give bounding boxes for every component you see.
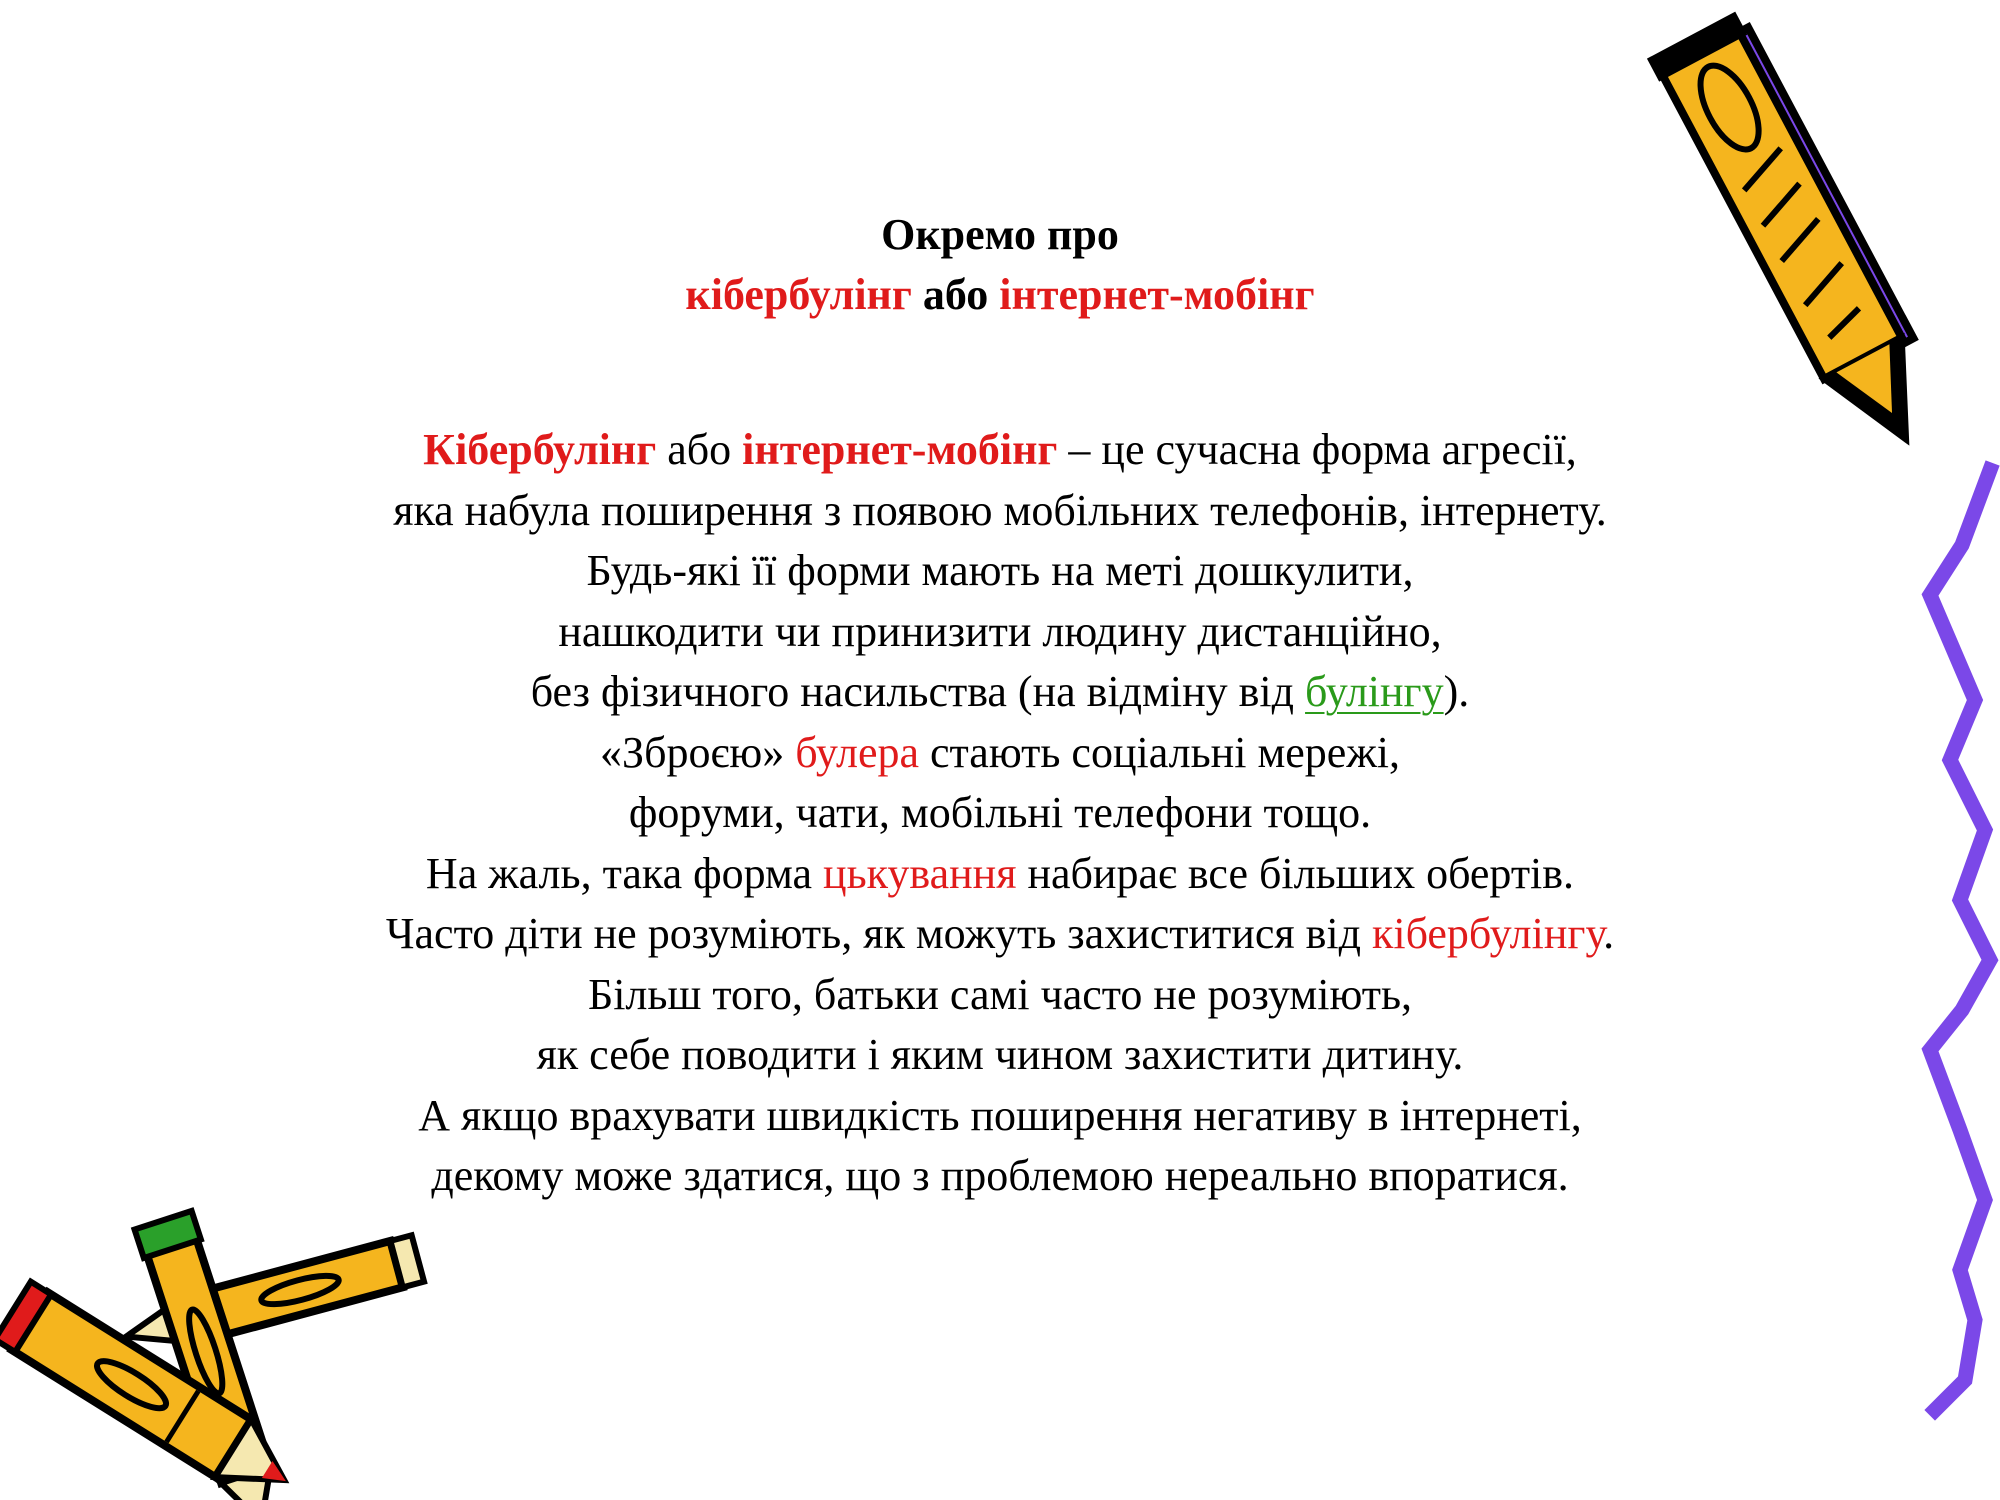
term-cyberbullying: Кібербулінг [423, 425, 657, 474]
body-text: стають соціальні мережі, [919, 727, 1400, 777]
body-line-8 [0, 844, 2000, 905]
title-line-1: Окремо про [881, 210, 1119, 259]
body-line-10: Більш того, батьки самі часто не розуміють, [587, 969, 1413, 1019]
body-line-2: яка набула поширення з появою мобільних телефонів, інтернету. [393, 485, 1607, 535]
body-text: Часто діти не розуміють, як можуть захиститися від [385, 909, 1372, 958]
body-line-9 [0, 904, 2000, 965]
body-line-1 [0, 420, 2000, 481]
title-term-internet-mobbing: інтернет-мобінг [999, 270, 1315, 319]
slide-title [0, 205, 2000, 325]
body-line-5 [0, 662, 2000, 723]
body-text: «Зброєю» [600, 727, 796, 777]
bullying-link[interactable]: булінгу [1305, 667, 1444, 716]
body-line-6 [0, 723, 2000, 784]
body-text: ). [1443, 667, 1470, 716]
body-line-4: нашкодити чи принизити людину дистанційно, [558, 606, 1442, 656]
body-line-13: декому може здатися, що з проблемою нереально впоратися. [431, 1151, 1569, 1200]
slide-body [0, 420, 2000, 1207]
title-line-2 [0, 265, 2000, 325]
title-connector: або [911, 270, 1000, 319]
term-cyberbullying-genitive: кібербулінгу [1371, 909, 1604, 958]
crossed-pencils-icon [0, 1211, 424, 1500]
body-line-7: форуми, чати, мобільні телефони тощо. [628, 788, 1372, 837]
body-line-12: А якщо врахувати швидкість поширення негативу в інтернеті, [418, 1090, 1582, 1140]
term-buller: булера [795, 727, 920, 777]
title-term-cyberbullying: кібербулінг [685, 270, 912, 319]
body-text: без фізичного насильства (на відміну від [530, 667, 1306, 716]
body-text: або [656, 425, 743, 474]
body-text: На жаль, така форма [425, 848, 824, 898]
term-harassment: цькування [823, 848, 1017, 898]
body-text: набирає все більших обертів. [1016, 848, 1575, 898]
body-text: – це сучасна форма агресії, [1057, 425, 1577, 474]
body-line-11: як себе поводити і яким чином захистити дитину. [536, 1030, 1464, 1079]
body-text: . [1603, 909, 1615, 958]
term-internet-mobbing: інтернет-мобінг [742, 425, 1058, 474]
body-line-3: Будь-які її форми мають на меті дошкулити, [586, 546, 1414, 595]
